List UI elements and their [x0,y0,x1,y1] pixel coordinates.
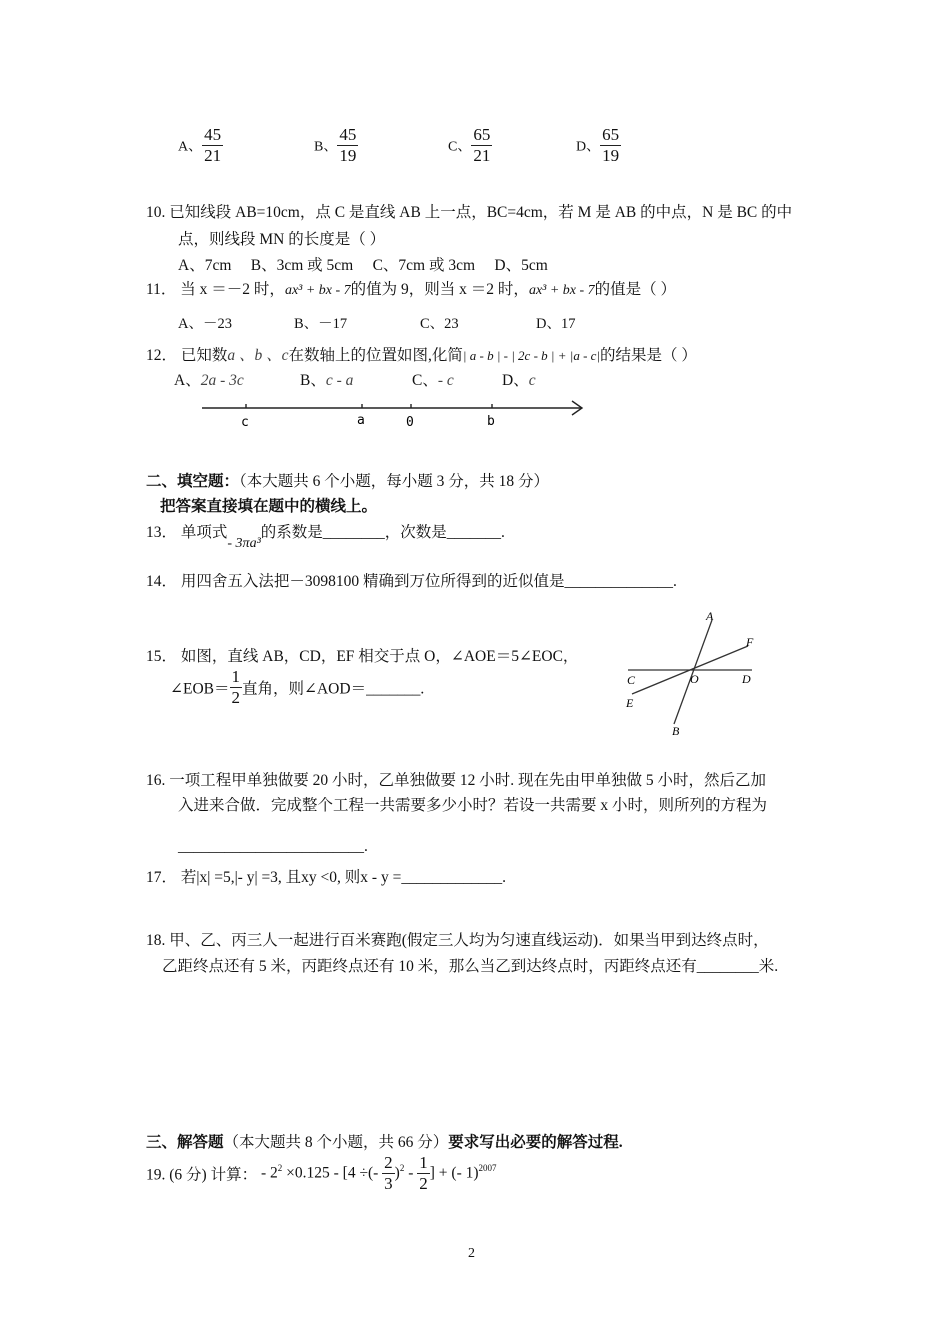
q15-line1: 15． 如图，直线 AB，CD，EF 相交于点 O，∠AOE＝5∠EOC， [146,648,579,665]
q9-option-a[interactable]: A、 $\frac{45}{21}$ [178,125,222,165]
label-E: E [626,696,634,710]
q9-option-b[interactable]: B、 $\frac{45}{19}$ [314,125,357,165]
section2-header: 二、填空题：（本大题共 6 个小题，每小题 3 分，共 18 分） [146,473,550,490]
q11-option-a[interactable]: A、－23 [178,316,232,332]
label-D: D [742,672,751,686]
section2-instruction: 把答案直接填在题中的横线上。 [160,498,378,515]
q14: 14． 用四舍五入法把－3098100 精确到万位所得到的近似值是______________. [146,573,677,590]
q16-answer-line: ________________________. [178,838,368,855]
q11-option-b[interactable]: B、－17 [294,316,348,332]
q12-option-d[interactable]: D、c [502,372,536,389]
label-b: b [487,414,495,429]
label-B: B [672,724,680,738]
q10-options: A、7cm B、3cm 或 5cm C、7cm 或 3cm D、5cm [178,257,548,274]
q11-option-c[interactable]: C、23 [420,316,459,332]
q10-line2: 点，则线段 MN 的长度是（ ） [178,231,386,248]
label-c: c [241,415,249,430]
q11-option-d[interactable]: D、17 [536,316,576,332]
q10-line1: 10. 已知线段 AB=10cm，点 C 是直线 AB 上一点，BC=4cm，若 M 是 AB 的中点，N 是 BC 的中 [146,204,793,221]
number-line-figure [196,394,591,434]
q12-option-c[interactable]: C、- c [412,372,454,389]
label-0: 0 [406,415,414,430]
q12-option-a[interactable]: A、2a - 3c [174,372,244,389]
q12-stem: 12． 已知数a 、b 、c在数轴上的位置如图,化简| a - b | - | 2c - b | + |a - c|的结果是（ ） [146,347,697,364]
q16-line2: 入进来合做．完成整个工程一共需要多少小时？若设一共需要 x 小时，则所列的方程为 [178,797,768,814]
label-F: F [746,635,754,649]
q15-line2: ∠EOB＝ $\frac{1}{2}$ 直角，则∠AOD＝_______. [170,667,425,707]
label-A: A [706,609,714,623]
q11-expr-1: ax³ + bx - 7 [284,283,351,298]
q12-option-b[interactable]: B、c - a [300,372,354,389]
q9-option-d[interactable]: D、 $\frac{65}{19}$ [576,125,620,165]
q18-line2: 乙距终点还有 5 米，丙距终点还有 10 米，那么当乙到达终点时，丙距终点还有________米. [162,958,779,975]
q19: 19. (6 分) 计算： - $2^2 \times 0.125 - [4$ ÷(- $\frac{2}{3}$ )$^2$ - $\frac{1}{2}$ ] + (- 1)$^{2007}$ [146,1153,497,1193]
label-C: C [627,673,636,687]
q9-option-c[interactable]: C、 $\frac{65}{21}$ [448,125,491,165]
page-number: 2 [468,1246,475,1261]
q19-expression: - $2^2 \times 0.125 - [4$ ÷(- $\frac{2}{3}$ )$^2$ - $\frac{1}{2}$ ] + (- 1)$^{2007}$ [260,1153,497,1193]
q16-line1: 16. 一项工程甲单独做要 20 小时，乙单独做要 12 小时. 现在先由甲单独做 5 小时，然后乙加 [146,772,767,789]
q13-monomial: - 3πa³ [227,536,261,551]
section3-header: 三、解答题（本大题共 8 个小题，共 66 分）要求写出必要的解答过程. [146,1134,623,1151]
q13: 13． 单项式- 3πa³的系数是________，次数是_______. [146,524,505,551]
q15-geometry-figure [620,606,770,738]
q11-expr-2: ax³ + bx - 7 [528,283,595,298]
label-a: a [357,413,365,428]
q17: 17． 若|x| =5,|- y| =3, 且xy <0, 则x - y =_____________. [146,869,506,886]
q18-line1: 18. 甲、乙、丙三人一起进行百米赛跑(假定三人均为匀速直线运动)．如果当甲到达终点时， [146,932,769,949]
q11-stem: 11． 当 x ＝－2 时，ax³ + bx - 7的值为 9，则当 x ＝2 时，ax³ + bx - 7的值是（ ） [146,281,677,298]
label-O: O [690,672,699,686]
